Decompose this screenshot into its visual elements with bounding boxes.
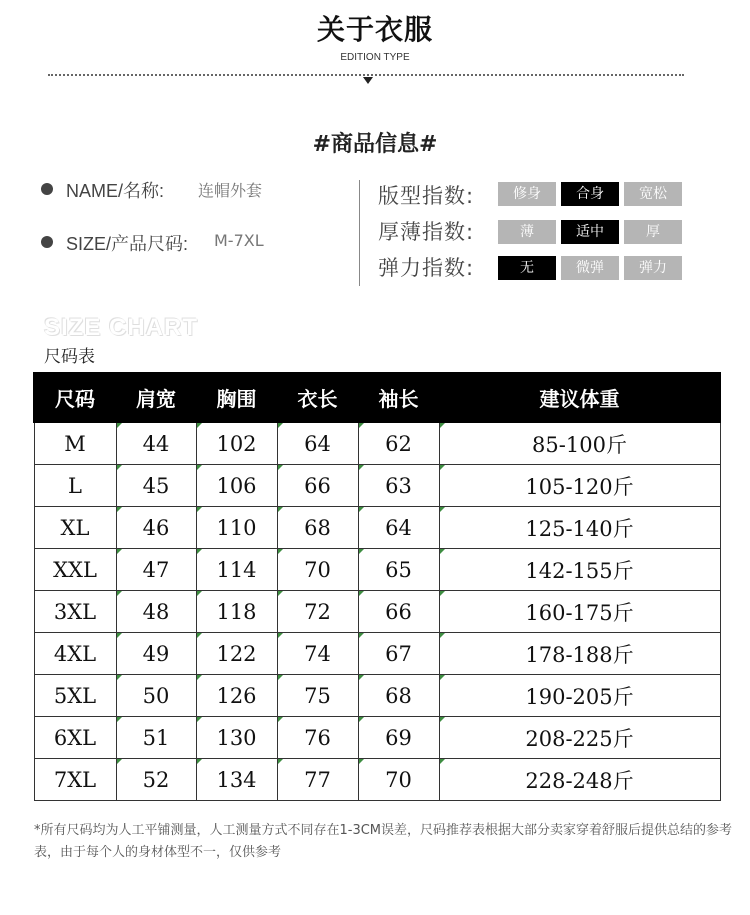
cell-sleeve: 65 <box>358 549 439 591</box>
cell-size: 7XL <box>34 759 116 801</box>
cell-chest: 114 <box>196 549 277 591</box>
thickness-option-medium: 适中 <box>561 220 619 244</box>
size-table <box>33 372 721 801</box>
cell-weight: 208-225斤 <box>439 717 720 759</box>
name-value: 连帽外套 <box>198 181 263 200</box>
cell-length: 68 <box>277 507 358 549</box>
cell-weight: 125-140斤 <box>439 507 720 549</box>
dotted-divider <box>48 74 684 76</box>
table-header-row <box>34 373 720 422</box>
cell-shoulder: 47 <box>116 549 196 591</box>
cell-chest: 126 <box>196 675 277 717</box>
cell-size: 3XL <box>34 591 116 633</box>
header-size: 尺码 <box>34 373 116 422</box>
cell-shoulder: 45 <box>116 465 196 507</box>
table-row <box>34 633 720 675</box>
cell-shoulder: 51 <box>116 717 196 759</box>
name-label: NAME/名称: <box>66 181 165 201</box>
cell-sleeve: 70 <box>358 759 439 801</box>
cell-length: 74 <box>277 633 358 675</box>
cell-shoulder: 44 <box>116 422 196 465</box>
size-label: SIZE/产品尺码: <box>66 234 189 254</box>
table-row <box>34 507 720 549</box>
elasticity-option-slight: 微弹 <box>561 256 619 280</box>
header-weight: 建议体重 <box>439 373 720 422</box>
cell-sleeve: 69 <box>358 717 439 759</box>
thickness-index-label: 厚薄指数: <box>378 220 475 244</box>
cell-weight: 142-155斤 <box>439 549 720 591</box>
size-chart-caption-en: SIZE CHART <box>44 314 198 341</box>
cell-length: 64 <box>277 422 358 465</box>
header-shoulder: 肩宽 <box>116 373 196 422</box>
cell-sleeve: 64 <box>358 507 439 549</box>
footnote: *所有尺码均为人工平铺测量，人工测量方式不同存在1-3CM误差，尺码推荐表根据大部分卖家穿着舒服后提供总结的参考表，由于每个人的身材体型不一，仅供参考 <box>34 823 733 860</box>
page-title: 关于衣服 <box>316 13 433 46</box>
cell-shoulder: 48 <box>116 591 196 633</box>
cell-chest: 118 <box>196 591 277 633</box>
cell-shoulder: 46 <box>116 507 196 549</box>
cell-size: XXL <box>34 549 116 591</box>
cell-length: 70 <box>277 549 358 591</box>
cell-sleeve: 62 <box>358 422 439 465</box>
vertical-divider <box>359 180 360 286</box>
elasticity-option-stretch: 弹力 <box>624 256 682 280</box>
bullet-icon <box>41 236 53 248</box>
cell-weight: 160-175斤 <box>439 591 720 633</box>
cell-chest: 130 <box>196 717 277 759</box>
cell-shoulder: 49 <box>116 633 196 675</box>
header-chest: 胸围 <box>196 373 277 422</box>
cell-length: 72 <box>277 591 358 633</box>
page-subtitle: EDITION TYPE <box>340 52 410 63</box>
header-length: 衣长 <box>277 373 358 422</box>
cell-chest: 122 <box>196 633 277 675</box>
elasticity-index-label: 弹力指数: <box>378 256 475 280</box>
cell-size: 5XL <box>34 675 116 717</box>
table-row <box>34 759 720 801</box>
cell-sleeve: 67 <box>358 633 439 675</box>
cell-size: 4XL <box>34 633 116 675</box>
table-row <box>34 675 720 717</box>
thickness-option-thick: 厚 <box>624 220 682 244</box>
thickness-option-thin: 薄 <box>498 220 556 244</box>
header-sleeve: 袖长 <box>358 373 439 422</box>
cell-sleeve: 63 <box>358 465 439 507</box>
cell-weight: 228-248斤 <box>439 759 720 801</box>
cell-shoulder: 50 <box>116 675 196 717</box>
cell-chest: 106 <box>196 465 277 507</box>
size-value: M-7XL <box>214 231 264 250</box>
cell-weight: 105-120斤 <box>439 465 720 507</box>
fit-option-slim: 修身 <box>498 182 556 206</box>
cell-chest: 102 <box>196 422 277 465</box>
elasticity-option-none: 无 <box>498 256 556 280</box>
cell-chest: 110 <box>196 507 277 549</box>
cell-chest: 134 <box>196 759 277 801</box>
cell-weight: 178-188斤 <box>439 633 720 675</box>
fit-option-loose: 宽松 <box>624 182 682 206</box>
bullet-icon <box>41 183 53 195</box>
table-row <box>34 549 720 591</box>
cell-length: 75 <box>277 675 358 717</box>
cell-length: 77 <box>277 759 358 801</box>
cell-length: 76 <box>277 717 358 759</box>
cell-size: L <box>34 465 116 507</box>
cell-size: M <box>34 422 116 465</box>
table-row <box>34 465 720 507</box>
size-chart-caption-cn: 尺码表 <box>44 347 95 367</box>
cell-length: 66 <box>277 465 358 507</box>
cell-weight: 190-205斤 <box>439 675 720 717</box>
cell-sleeve: 68 <box>358 675 439 717</box>
table-row <box>34 422 720 465</box>
section-title: #商品信息# <box>312 132 438 157</box>
table-row <box>34 591 720 633</box>
table-row <box>34 717 720 759</box>
triangle-down-icon <box>363 77 373 84</box>
fit-index-label: 版型指数: <box>378 184 475 208</box>
cell-size: XL <box>34 507 116 549</box>
cell-shoulder: 52 <box>116 759 196 801</box>
fit-option-regular: 合身 <box>561 182 619 206</box>
cell-sleeve: 66 <box>358 591 439 633</box>
cell-size: 6XL <box>34 717 116 759</box>
cell-weight: 85-100斤 <box>439 422 720 465</box>
